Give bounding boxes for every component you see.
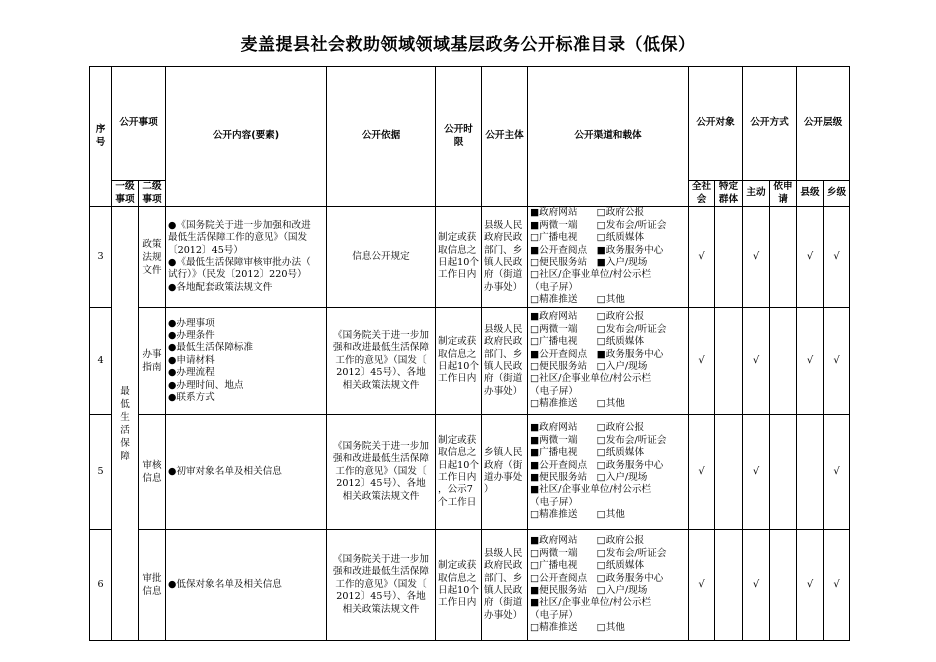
row-all-mark: √ [689, 207, 715, 308]
row-town-mark: √ [824, 308, 850, 415]
row-request-mark [770, 530, 797, 641]
header-item-l1: 一级事项 [112, 181, 139, 207]
row-county-mark [797, 415, 824, 530]
row-seq: 5 [90, 415, 112, 530]
row-subject [482, 415, 528, 530]
row-subject-line: 县级人民 [484, 219, 523, 231]
row-content-line: ●低保对象名单及相关信息 [168, 578, 282, 590]
row-period-line: ，公示7 [438, 484, 473, 496]
row-channels-line: ■广播电视 □纸质媒体 [530, 447, 645, 459]
row-basis-line: 工作的意见》（国发〔 [335, 354, 427, 366]
row-channels-line: □精准推送 □其他 [530, 294, 625, 306]
row-channels-line: □社区/企事业单位/村公示栏 [530, 373, 652, 385]
row-period-line: 制定或获 [438, 336, 477, 348]
row-request-mark [770, 308, 797, 415]
row-content-line: ●联系方式 [168, 392, 215, 404]
row-subject-line: 办事处） [484, 609, 523, 621]
row-content-line: 试行）》（民发〔2012〕220号） [168, 269, 307, 281]
header-audience-specific: 特定群体 [715, 181, 743, 207]
row-seq: 6 [90, 530, 112, 641]
row-subject-line: 府（街道 [484, 269, 523, 281]
header-subject: 公开主体 [482, 67, 528, 207]
header-basis: 公开依据 [327, 67, 436, 207]
row-channels-line: ■两微一端 □发布会/听证会 [530, 434, 667, 446]
row-basis-line: 相关政策法规文件 [342, 379, 420, 391]
row-channels-line: ■政府网站 □政府公报 [530, 535, 645, 547]
row-active-mark: √ [743, 207, 770, 308]
row-channels-line: ■便民服务站 □入户/现场 [530, 585, 648, 596]
row-all-mark: √ [689, 530, 715, 641]
row-basis-line: 2012〕45号）、各地 [336, 367, 426, 379]
row-period-line: 工作日内 [438, 373, 477, 385]
row-subject-line: 政府民政 [484, 232, 523, 244]
row-basis [327, 530, 436, 641]
row-basis-line: 相关政策法规文件 [342, 490, 420, 502]
row-period-line: 日起10个 [438, 257, 479, 268]
row-content-line: ●申请材料 [168, 354, 215, 366]
row-channels-line: □广播电视 □纸质媒体 [530, 336, 645, 348]
row-subject-line: 办事处） [484, 281, 523, 293]
row-basis-line: 2012〕45号）、各地 [336, 591, 426, 603]
row-subject-line: 乡镇人民 [484, 447, 523, 459]
row-channels-line: ■政府网站 □政府公报 [530, 311, 645, 323]
header-period: 公开时限 [436, 67, 482, 207]
row-channels-line: ■便民服务站 □入户/现场 [530, 472, 648, 483]
row-period [436, 308, 482, 415]
row-content-line: 最低生活保障工作的意见》（国发 [168, 232, 308, 244]
header-method-active: 主动 [743, 181, 770, 207]
page-title: 麦盖提县社会救助领域领域基层政务公开标准目录（低保） [240, 35, 696, 55]
row-subject-line: 部门、乡 [484, 572, 523, 584]
row-town-mark: √ [824, 530, 850, 641]
row-period-line: 日起10个 [438, 459, 479, 471]
row-subject-line: 镇人民政 [484, 361, 523, 372]
row-content-line: ●最低生活保障标准 [168, 342, 254, 354]
row-town-mark: √ [824, 415, 850, 530]
row-period [436, 415, 482, 530]
header-level: 公开层级 [797, 67, 850, 181]
row-subject-line: 镇人民政 [484, 585, 523, 596]
table-row [90, 530, 850, 641]
row-content-line: 〔2012〕45号） [168, 244, 243, 256]
row-content-line: ●各地配套政策法规文件 [168, 281, 273, 293]
row-channels [528, 207, 689, 308]
row-period-line: 取信息之 [438, 348, 477, 360]
row-county-mark: √ [797, 308, 824, 415]
row-content [166, 415, 327, 530]
header-level-county: 县级 [797, 181, 824, 207]
row-channels [528, 530, 689, 641]
row-channels-line: □广播电视 □纸质媒体 [530, 232, 645, 244]
row-period-line: 工作日内 [438, 269, 477, 281]
row-subject-line: 办事处） [484, 385, 523, 397]
row-basis-line: 相关政策法规文件 [342, 603, 420, 615]
row-channels [528, 415, 689, 530]
row-subject-line: 政府民政 [484, 560, 523, 572]
header-audience: 公开对象 [689, 67, 743, 181]
row-subject-line: ） [484, 484, 494, 496]
table-row [90, 207, 850, 308]
row-content-line: ●办理事项 [168, 317, 215, 329]
header-level-town: 乡级 [824, 181, 850, 207]
row-basis-line: 2012〕45号）、各地 [336, 478, 426, 490]
row-period [436, 207, 482, 308]
row-specific-mark [715, 415, 743, 530]
row-basis-line: 工作的意见》（国发〔 [335, 578, 427, 590]
row-basis-line: 《国务院关于进一步加 [333, 440, 429, 452]
row-content [166, 530, 327, 641]
header-row-1 [90, 67, 850, 181]
row-basis [327, 308, 436, 415]
row-specific-mark [715, 308, 743, 415]
row-county-mark: √ [797, 530, 824, 641]
row-subject [482, 530, 528, 641]
row-period-line: 制定或获 [438, 434, 477, 446]
row-item: 审核信息 [139, 415, 166, 530]
disclosure-table [89, 66, 850, 641]
row-subject-line: 政府民政 [484, 336, 523, 348]
row-channels-line: ■公开查阅点 ■政务服务中心 [530, 348, 664, 360]
row-content-line: ●办理条件 [168, 329, 215, 341]
row-period-line: 工作日内 [438, 472, 477, 483]
row-content [166, 207, 327, 308]
row-period-line: 个工作日 [438, 496, 477, 508]
row-subject-line: 县级人民 [484, 547, 523, 559]
row-request-mark [770, 415, 797, 530]
row-content-line: ●初审对象名单及相关信息 [168, 465, 282, 477]
row-channels-line: （电子屏） [530, 609, 578, 621]
row-item: 审批信息 [139, 530, 166, 641]
row-channels [528, 308, 689, 415]
row-basis-line: 强和改进最低生活保障 [333, 342, 429, 354]
row-active-mark: √ [743, 415, 770, 530]
row-channels-line: （电子屏） [530, 281, 578, 293]
header-channel: 公开渠道和载体 [528, 67, 689, 207]
row-subject-line: 部门、乡 [484, 348, 523, 360]
row-content-line: ●办理时间、地点 [168, 379, 244, 391]
header-content: 公开内容(要素) [166, 67, 327, 207]
header-item-l2: 二级事项 [139, 181, 166, 207]
row-subject-line: 府（街道 [484, 373, 523, 385]
header-method-request: 依申请 [770, 181, 797, 207]
row-content [166, 308, 327, 415]
row-content-line: ●《最低生活保障审核审批办法（ [168, 257, 311, 268]
row-subject [482, 207, 528, 308]
row-all-mark: √ [689, 308, 715, 415]
row-channels-line: ■公开查阅点 □政务服务中心 [530, 459, 664, 471]
row-active-mark: √ [743, 530, 770, 641]
row-basis [327, 415, 436, 530]
row-seq: 3 [90, 207, 112, 308]
row-channels-line: ■社区/企事业单位/村公示栏 [530, 597, 652, 609]
row-subject-line: 府（街道 [484, 597, 523, 609]
row-channels-line: ■政府网站 □政府公报 [530, 207, 645, 219]
row-basis-line: 强和改进最低生活保障 [333, 453, 429, 465]
row-subject-line: 部门、乡 [484, 244, 523, 256]
row-channels-line: （电子屏） [530, 385, 578, 397]
row-active-mark: √ [743, 308, 770, 415]
row-seq: 4 [90, 308, 112, 415]
row-channels-line: （电子屏） [530, 496, 578, 508]
row-period [436, 530, 482, 641]
row-item: 政策法规文件 [139, 207, 166, 308]
row-content-line: ●《国务院关于进一步加强和改进 [168, 219, 311, 231]
table-row [90, 308, 850, 415]
row-specific-mark [715, 207, 743, 308]
row-specific-mark [715, 530, 743, 641]
row-subject-line: 政府（街 [484, 459, 523, 471]
row-basis-line: 强和改进最低生活保障 [333, 566, 429, 578]
row-period-line: 取信息之 [438, 572, 477, 584]
header-method: 公开方式 [743, 67, 797, 181]
row-channels-line: □便民服务站 ■入户/现场 [530, 257, 648, 268]
row-channels-line: □便民服务站 □入户/现场 [530, 361, 648, 372]
row-period-line: 制定或获 [438, 560, 477, 572]
row-basis-line: 《国务院关于进一步加 [333, 329, 429, 341]
row-content-line: ●办理流程 [168, 367, 215, 379]
row-channels-line: □广播电视 □纸质媒体 [530, 560, 645, 572]
row-basis-line: 信息公开规定 [352, 250, 410, 262]
row-channels-line: □精准推送 □其他 [530, 398, 625, 410]
row-period-line: 工作日内 [438, 597, 477, 609]
row-channels-line: □公开查阅点 □政务服务中心 [530, 572, 664, 584]
row-period-line: 日起10个 [438, 585, 479, 596]
row-channels-line: ■两微一端 □发布会/听证会 [530, 219, 667, 231]
row-channels-line: □两微一端 □发布会/听证会 [530, 323, 667, 335]
row-item: 办事指南 [139, 308, 166, 415]
row-subject [482, 308, 528, 415]
row-period-line: 取信息之 [438, 447, 477, 459]
row-county-mark: √ [797, 207, 824, 308]
row-basis [327, 207, 436, 308]
row-subject-line: 镇人民政 [484, 257, 523, 268]
row-subject-line: 县级人民 [484, 323, 523, 335]
row-town-mark: √ [824, 207, 850, 308]
row-channels-line: □精准推送 □其他 [530, 509, 625, 521]
header-seq: 序号 [90, 67, 112, 207]
row-subject-line: 道办事处 [484, 472, 523, 483]
header-audience-all: 全社会 [689, 181, 715, 207]
row-channels-line: ■社区/企事业单位/村公示栏 [530, 484, 652, 496]
row-all-mark: √ [689, 415, 715, 530]
row-basis-line: 《国务院关于进一步加 [333, 553, 429, 565]
row-period-line: 日起10个 [438, 361, 479, 372]
header-item: 公开事项 [112, 67, 166, 181]
row-channels-line: □两微一端 □发布会/听证会 [530, 547, 667, 559]
table-row [90, 415, 850, 530]
row-period-line: 取信息之 [438, 244, 477, 256]
row-basis-line: 工作的意见》（国发〔 [335, 465, 427, 477]
row-request-mark [770, 207, 797, 308]
row-period-line: 制定或获 [438, 232, 477, 244]
row-channels-line: □精准推送 □其他 [530, 622, 625, 634]
row-channels-line: □社区/企事业单位/村公示栏 [530, 269, 652, 281]
row-channels-line: ■公开查阅点 ■政务服务中心 [530, 244, 664, 256]
row-channels-line: ■政府网站 □政府公报 [530, 422, 645, 434]
category-cell: 最低生活保障 [112, 207, 139, 641]
